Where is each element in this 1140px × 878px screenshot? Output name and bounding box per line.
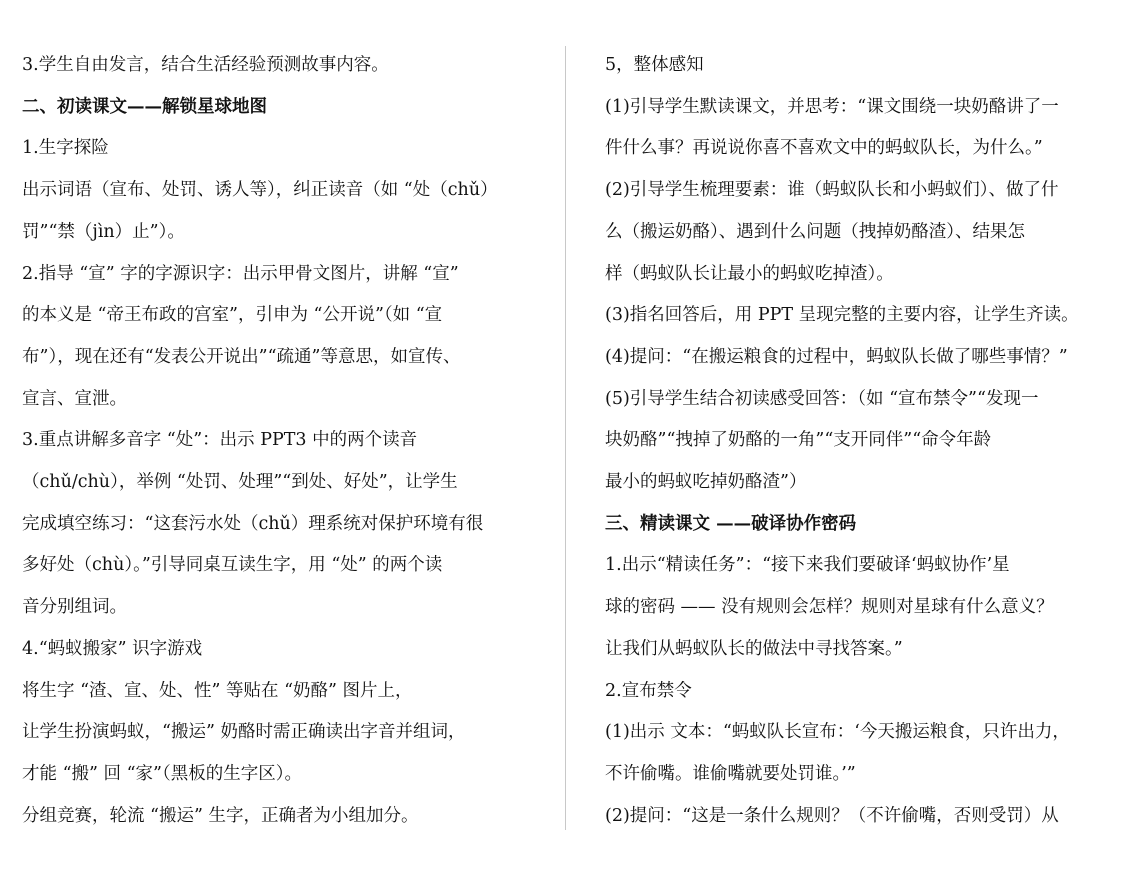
text-line: 3.重点讲解多音字 “处”：出示 PPT3 中的两个读音 [22, 430, 418, 451]
text-line: 5，整体感知 [605, 55, 704, 75]
text-line: 音分别组词。 [22, 597, 127, 618]
text-line: (2)提问：“这是一条什么规则？（不许偷嘴，否则受罚）从 [605, 805, 1059, 826]
text-line: 让我们从蚂蚁队长的做法中寻找答案。” [605, 638, 903, 659]
text-line: (2)引导学生梳理要素：谁（蚂蚁队长和小蚂蚁们）、做了什 [605, 180, 1059, 201]
text-line: 罚”“禁（jìn）止”）。 [22, 221, 185, 242]
text-line: 件什么事？再说说你喜不喜欢文中的蚂蚁队长，为什么。” [605, 138, 1043, 159]
text-line: 3.学生自由发言，结合生活经验预测故事内容。 [22, 55, 389, 75]
text-line: 宣言、宣泄。 [22, 388, 127, 409]
text-line: 2.宣布禁令 [605, 680, 692, 701]
text-line: 不许偷嘴。谁偷嘴就要处罚谁。’” [605, 763, 856, 784]
text-line: 么（搬运奶酪）、遇到什么问题（拽掉奶酪渣）、结果怎 [605, 221, 1025, 242]
text-line: 让学生扮演蚂蚁，“搬运” 奶酪时需正确读出字音并组词， [22, 722, 466, 743]
section-heading: 三、精读课文 ——破译协作密码 [605, 513, 857, 534]
text-line: 分组竞赛，轮流 “搬运” 生字，正确者为小组加分。 [22, 805, 419, 826]
text-line: (3)指名回答后，用 PPT 呈现完整的主要内容，让学生齐读。 [605, 305, 1079, 326]
text-line: 最小的蚂蚁吃掉奶酪渣”） [605, 472, 807, 492]
text-line: 块奶酪”“拽掉了奶酪的一角”“支开同伴”“命令年龄 [605, 430, 992, 451]
section-heading: 二、初读课文——解锁星球地图 [22, 96, 267, 117]
text-line: 才能 “搬” 回 “家”（黑板的生字区）。 [22, 763, 302, 784]
text-line: 多好处（chù）。”引导同桌互读生字，用 “处” 的两个读 [22, 555, 443, 576]
text-line: 样（蚂蚁队长让最小的蚂蚁吃掉渣）。 [605, 263, 894, 284]
text-line: 2.指导 “宣” 字的字源识字：出示甲骨文图片，讲解 “宣” [22, 263, 459, 284]
text-line: 将生字 “渣、宣、处、性” 等贴在 “奶酪” 图片上， [22, 680, 413, 701]
text-line: 1.出示“精读任务”：“接下来我们要破译‘蚂蚁协作’星 [605, 555, 1010, 576]
text-line: (1)出示 文本：“蚂蚁队长宣布：‘今天搬运粮食，只许出力， [605, 722, 1070, 743]
text-line: (5)引导学生结合初读感受回答：（如 “宣布禁令”“发现一 [605, 388, 1039, 409]
text-line: 完成填空练习：“这套污水处（chǔ）理系统对保护环境有很 [22, 513, 484, 534]
text-line: 出示词语（宣布、处罚、诱人等），纠正读音（如 “处（chǔ） [22, 180, 498, 201]
text-line: （chǔ/chù），举例 “处罚、处理”“到处、好处”，让学生 [22, 472, 458, 492]
text-line: 布”），现在还有“发表公开说出”“疏通”等意思，如宣传、 [22, 346, 461, 367]
text-line: 4.“蚂蚁搬家” 识字游戏 [22, 638, 203, 659]
text-line: 1.生字探险 [22, 138, 109, 159]
text-line: 球的密码 —— 没有规则会怎样？规则对星球有什么意义？ [605, 597, 1054, 618]
text-line: 的本义是 “帝王布政的宫室”，引申为 “公开说”（如 “宣 [22, 305, 443, 326]
text-line: (1)引导学生默读课文，并思考：“课文围绕一块奶酪讲了一 [605, 96, 1059, 117]
text-line: (4)提问：“在搬运粮食的过程中，蚂蚁队长做了哪些事情？” [605, 346, 1068, 367]
column-divider [565, 46, 566, 830]
